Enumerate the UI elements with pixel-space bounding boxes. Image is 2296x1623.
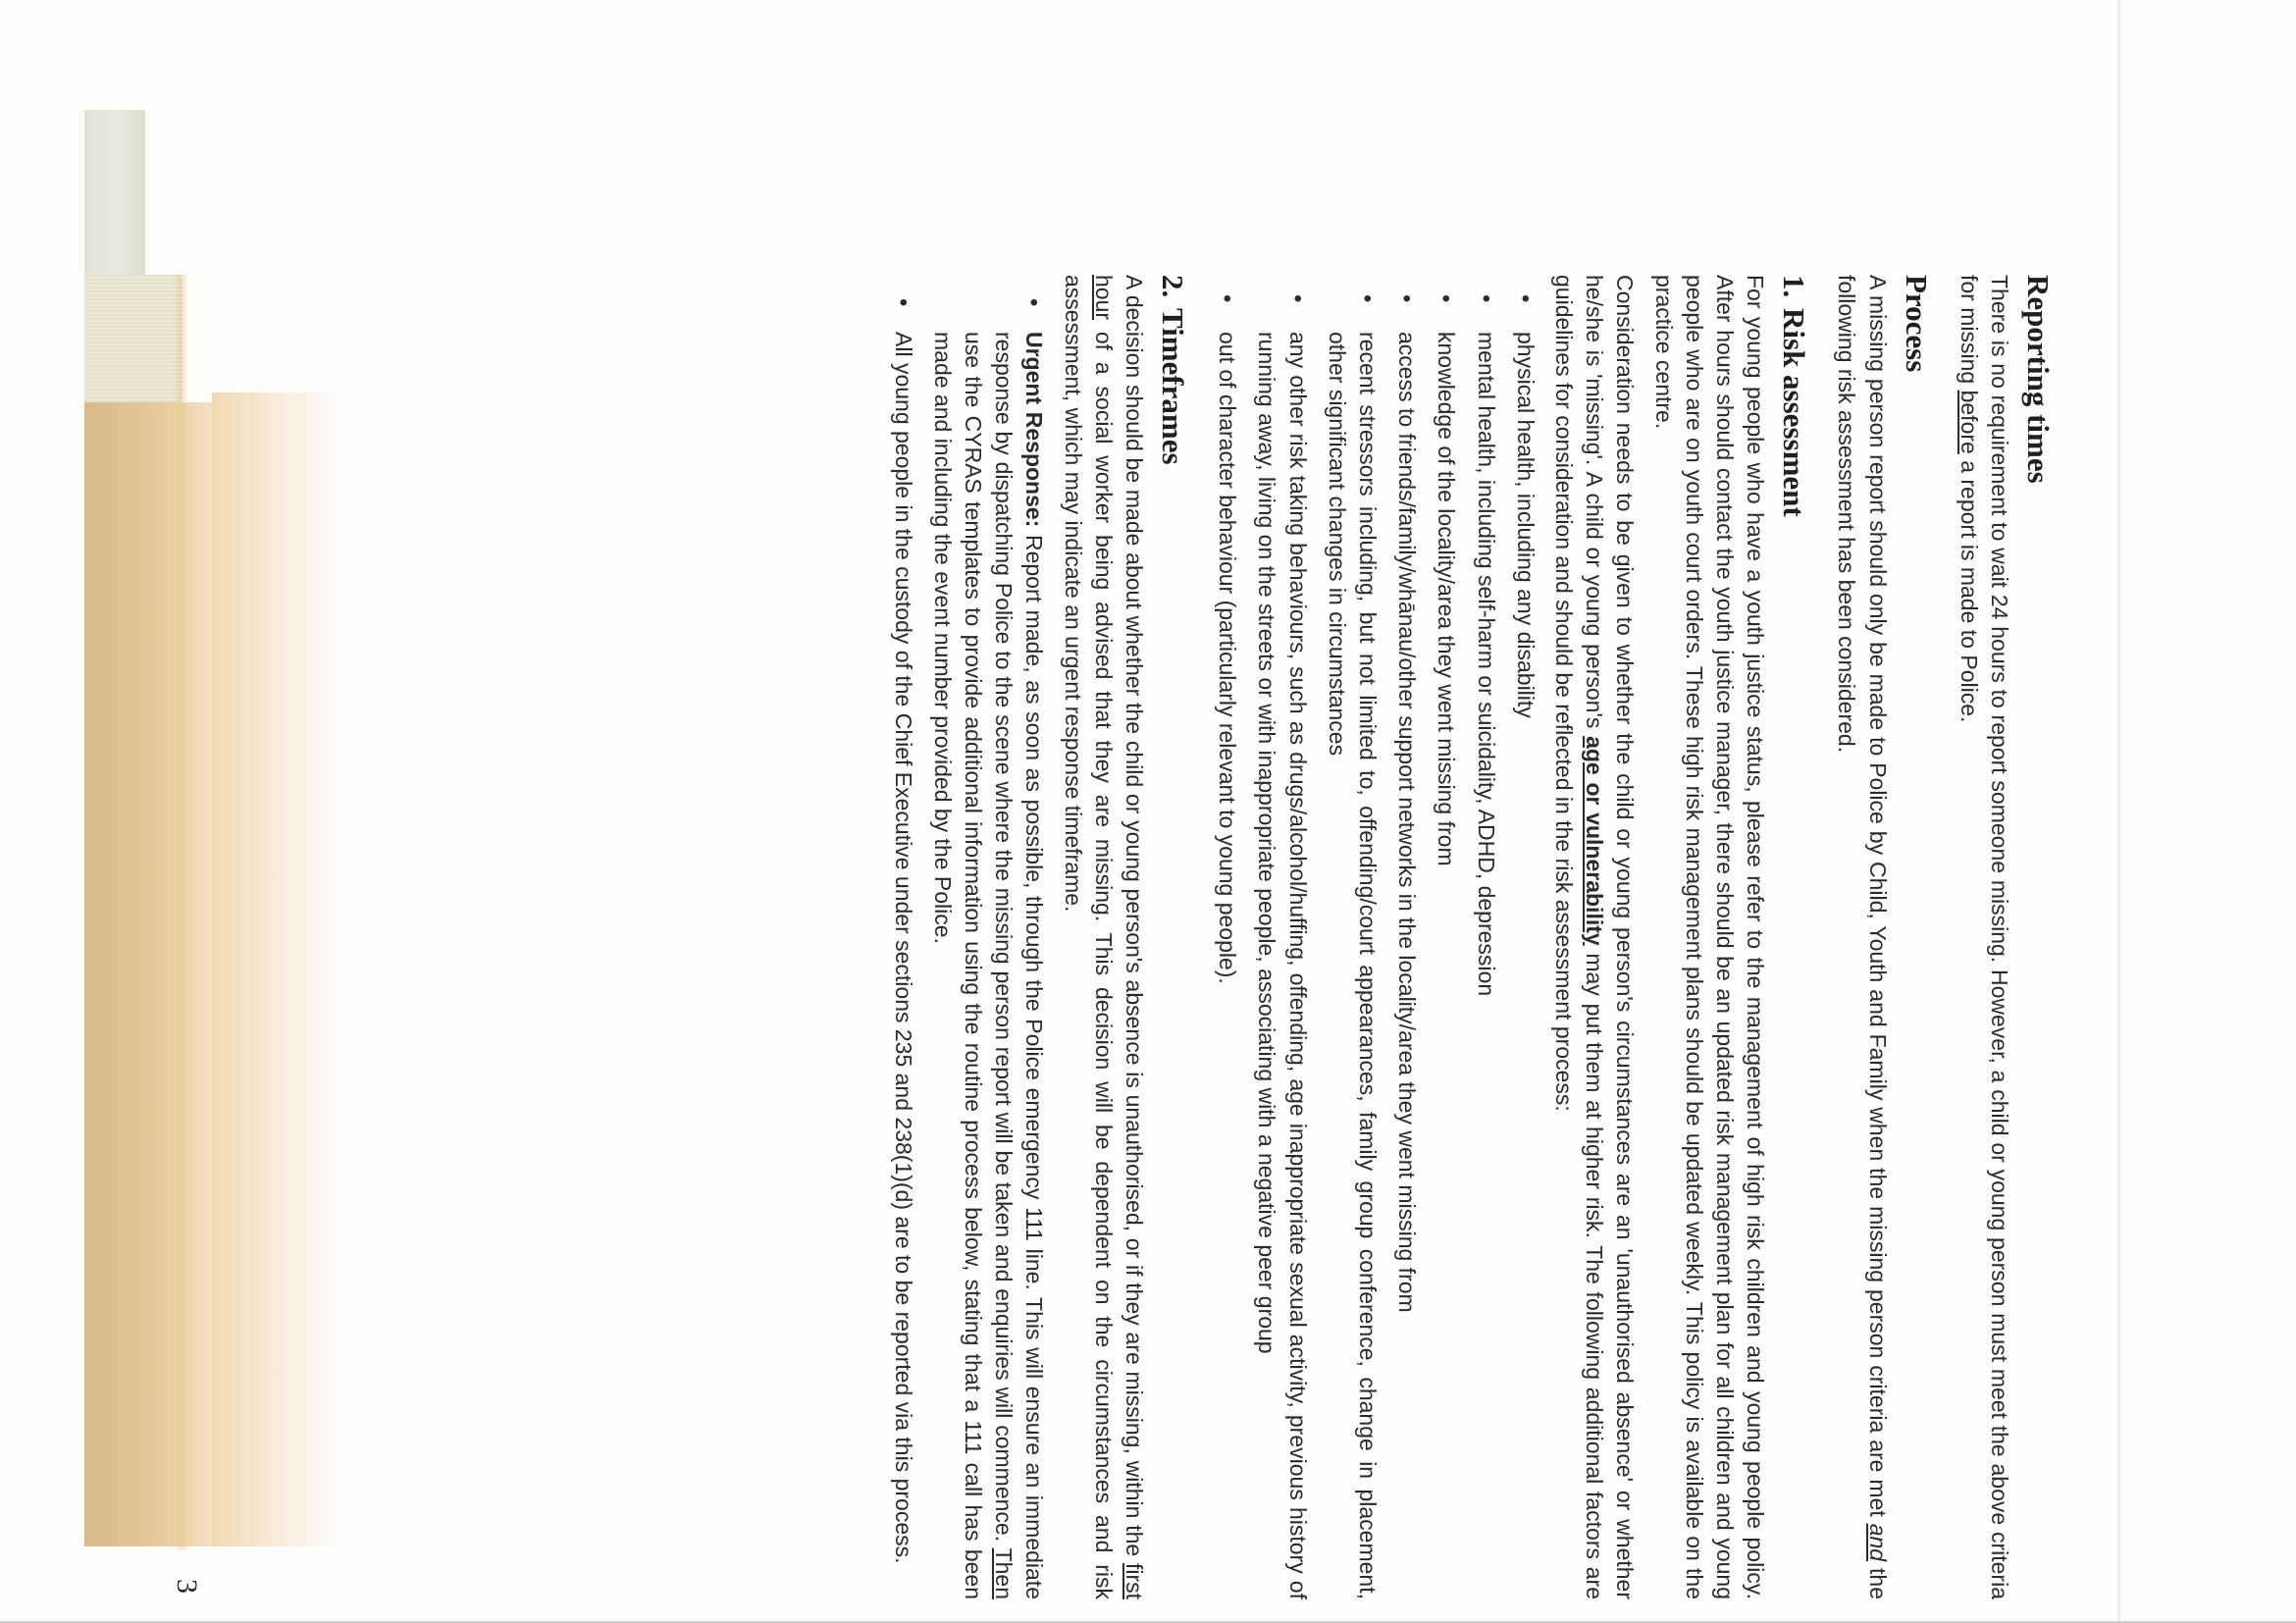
process-paragraph [1831,275,1892,1599]
list-item: • All young people in the custody of the Chief Executive under sections 235 and 238(1)(d) are to be reported via this process. [887,298,917,1599]
list-item: • mental health, including self-harm or suicidality, ADHD, depression [1470,332,1500,1599]
text-run: the following risk assessment has been considered. [1834,275,1891,1599]
text-run: of a social worker being advised that they are missing. This decision will be dependent on the circumstances and risk assessment, which may indicate an urgent response timeframe. [1060,275,1117,1599]
list-item [927,298,1050,1599]
list-item: • out of character behaviour (particularly relevant to young people). [1212,332,1242,1599]
list-item: • knowledge of the locality/area they went missing from [1431,332,1461,1599]
text-run: may put them at higher risk. The following additional factors are guidelines for consideration and should be reflected in the risk assessment process: [1550,275,1608,1599]
risk-factor-list [1212,275,1540,1599]
text-run: use the CYRAS templates to provide additional information using the routine process below, stating that a 111 call has been made and including the event number provided by the Police. [929,332,986,1599]
text-run: There is no requirement to wait 24 hours to report someone missing. However, a child or young person must meet the above criteria for missing [1956,275,2012,1599]
process-heading: Process [1899,275,1934,373]
section-title: Risk assessment [1777,308,1812,517]
underlined-bold-phrase: age or vulnerability [1582,736,1608,946]
page-number: 3 [171,1579,204,1594]
bold-label: Urgent Response: [1021,332,1048,528]
timeframes-heading [1155,275,1190,1599]
underlined-word: before [1956,390,1982,454]
underlined-word: Then [991,1547,1018,1599]
list-item: • access to friends/family/whānau/other support networks in the locality/area they went missing from [1391,332,1422,1599]
text-run: A missing person report should only be made to Police by Child, Youth and Family when the missing person criteria are met [1864,275,1891,1524]
reporting-times-heading: Reporting times [2021,275,2056,484]
text-run: Report made, as soon as possible, through the Police emergency 111 line. This will ensure an immediate response by dispatching Police to the scene where the missing person report will be taken and enquiries will commence. [991,332,1048,1599]
text-run: A decision should be made about whether the child or young person's absence is unauthorised, or if they are missing, within the [1121,275,1147,1563]
list-item: • recent stressors including, but not limited to, offending/court appearances, family group conference, change in placement, other significant changes in circumstances [1322,332,1383,1599]
section-number: 2. [1155,275,1190,298]
list-item: • any other risk taking behaviours, such as drugs/alcohol/huffing, offending, age inappropriate sexual activity, previous history of running away, living on the streets or with inappropriate people, associating with a negative peer group [1251,332,1312,1599]
section-title: Timeframes [1155,308,1190,465]
underlined-phrase: first hour [1090,275,1147,1599]
risk-paragraph-1: For young people who have a youth justice status, please refer to the management of high risk children and young people policy. After hours should contact the youth justice manager, there should be an updated risk management plan for all children and young people who are on youth court orders. These high risk management plans should be updated weekly. This policy is available on the practice centre. [1650,275,1769,1599]
list-item: • physical health, including any disability [1510,332,1540,1599]
text-run: a report is made to Police. [1956,453,1982,723]
text-run: Consideration needs to be given to whether the child or young person's circumstances are an 'unauthorised absence' or whether he/she is 'missing'. A child or young person's [1582,275,1639,1599]
timeframes-paragraph [1057,275,1149,1599]
underlined-italic-word: and [1864,1523,1891,1562]
timeframes-list [887,275,1049,1599]
reporting-times-paragraph [1954,275,2014,1599]
section-number: 1. [1777,275,1812,298]
rotated-document-page [172,275,2056,1599]
risk-assessment-heading [1776,275,1811,1599]
risk-paragraph-2 [1548,275,1641,1599]
